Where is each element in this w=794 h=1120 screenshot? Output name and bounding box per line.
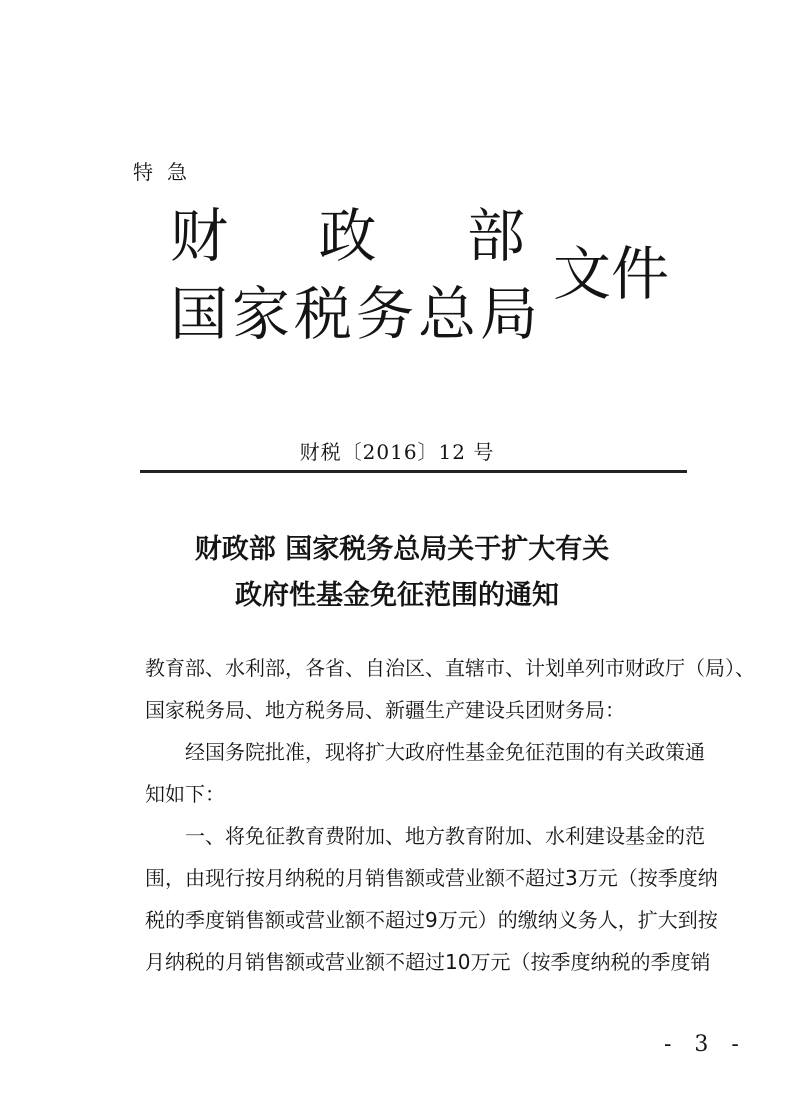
document-title-line-2: 政府性基金免征范围的通知 xyxy=(235,580,559,611)
issuer-char: 财 xyxy=(170,202,229,270)
paragraph-line: 知如下： xyxy=(145,782,225,806)
issuer-line-2: 国家税务总局 xyxy=(170,280,543,348)
header-divider xyxy=(140,470,687,473)
page-number: - 3 - xyxy=(664,1032,747,1057)
paragraph-line: 经国务院批准，现将扩大政府性基金免征范围的有关政策通 xyxy=(185,740,705,764)
paragraph-line: 月纳税的月销售额或营业额不超过10万元（按季度纳税的季度销 xyxy=(145,950,711,974)
urgency-mark: 特急 xyxy=(133,160,201,184)
document-body xyxy=(145,647,755,983)
document-title-line-1: 财政部 国家税务总局关于扩大有关 xyxy=(194,534,610,565)
issuer-char: 部 xyxy=(466,202,525,270)
issuer-line-1 xyxy=(170,202,525,270)
paragraph-line: 围，由现行按月纳税的月销售额或营业额不超过3万元（按季度纳 xyxy=(145,866,718,890)
document-number: 财税〔2016〕12 号 xyxy=(299,440,495,464)
recipients-line: 教育部、水利部，各省、自治区、直辖市、计划单列市财政厅（局）、 xyxy=(145,656,755,680)
document-type: 文件 xyxy=(553,240,670,308)
paragraph-line: 一、将免征教育费附加、地方教育附加、水利建设基金的范 xyxy=(185,824,705,848)
recipients-line: 国家税务局、地方税务局、新疆生产建设兵团财务局： xyxy=(145,698,625,722)
issuer-char: 政 xyxy=(318,202,377,270)
paragraph-line: 税的季度销售额或营业额不超过9万元）的缴纳义务人，扩大到按 xyxy=(145,908,718,932)
